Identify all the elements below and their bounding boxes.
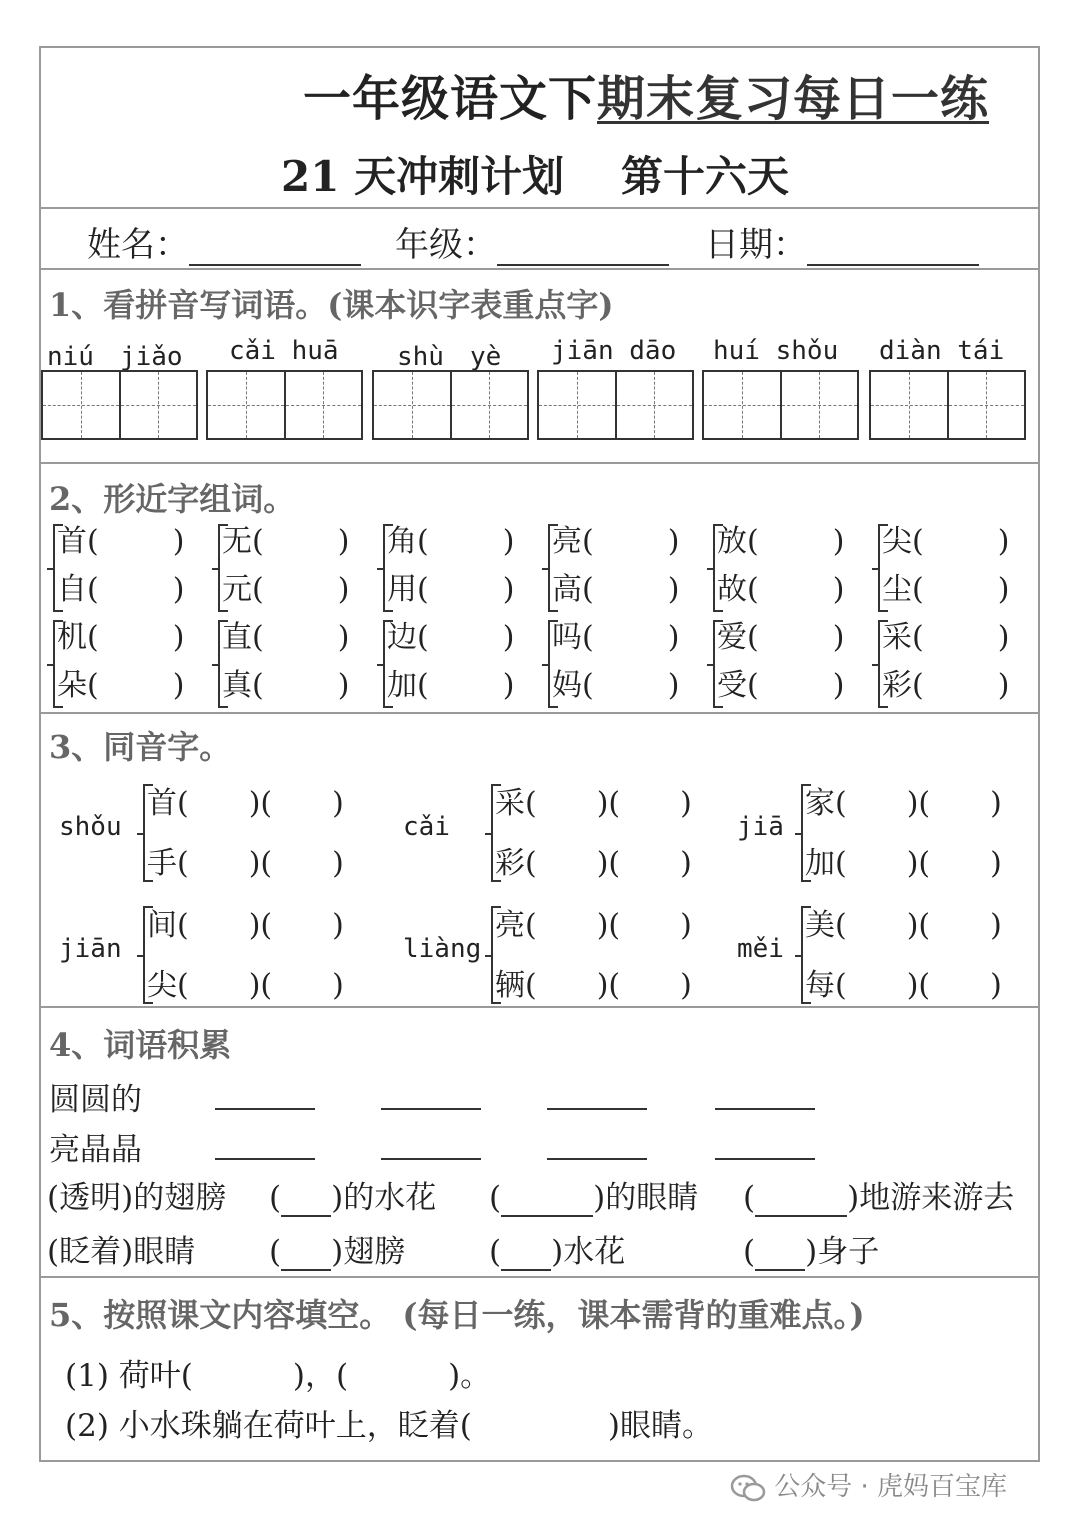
homophone-item[interactable]: 间( )( )	[147, 908, 344, 943]
answer-blank[interactable]	[215, 1108, 315, 1110]
homophone-item[interactable]: 辆( )( )	[495, 968, 692, 1003]
answer-blank[interactable]	[715, 1108, 815, 1110]
pinyin-label: shǒu	[59, 812, 122, 842]
answer-blank[interactable]	[547, 1158, 647, 1160]
answer-blank[interactable]	[715, 1158, 815, 1160]
watermark: 公众号 · 虎妈百宝库	[730, 1466, 1007, 1503]
homophone-item[interactable]: 每( )( )	[805, 968, 1002, 1003]
word-group-item[interactable]: 加( )	[387, 668, 515, 703]
wechat-icon	[730, 1473, 766, 1503]
word-group-item[interactable]: 采( )	[882, 620, 1010, 655]
homophone-item[interactable]: 尖( )( )	[147, 968, 344, 1003]
grade-field[interactable]: 年级：	[395, 217, 669, 266]
answer-blank[interactable]	[381, 1158, 481, 1160]
worksheet	[39, 46, 1040, 1462]
date-field[interactable]: 日期：	[705, 217, 979, 266]
phrase-item[interactable]: ( )地游来游去	[743, 1180, 1015, 1216]
homophone-item[interactable]: 彩( )( )	[495, 846, 692, 881]
homophone-item[interactable]: 手( )( )	[147, 846, 344, 881]
phrase-item[interactable]: ( )的眼睛	[489, 1180, 699, 1216]
pinyin-label: huí shǒu	[713, 336, 839, 366]
word-group-item[interactable]: 尖( )	[882, 524, 1010, 559]
subtitle-day: 第十六天	[621, 152, 790, 201]
phrase-item[interactable]: ( )翅膀	[269, 1234, 406, 1270]
word-group-item[interactable]: 爱( )	[717, 620, 845, 655]
pinyin-label: liàng	[403, 934, 482, 964]
subtitle-plan: 21 天冲刺计划	[281, 152, 565, 201]
answer-blank[interactable]	[381, 1108, 481, 1110]
pinyin-label: diàn tái	[879, 336, 1005, 366]
pinyin-label: jiān	[59, 934, 122, 964]
q4-title: 4、词语积累	[49, 1026, 232, 1064]
word-group-item[interactable]: 高( )	[552, 572, 680, 607]
word-group-item[interactable]: 首( )	[57, 524, 185, 559]
word-group-item[interactable]: 亮( )	[552, 524, 680, 559]
homophone-item[interactable]: 加( )( )	[805, 846, 1002, 881]
word-group-item[interactable]: 故( )	[717, 572, 845, 607]
word-group-item[interactable]: 用( )	[387, 572, 515, 607]
word-group-item[interactable]: 角( )	[387, 524, 515, 559]
pinyin-label: měi	[737, 934, 784, 964]
word-prompt: 圆圆的	[49, 1082, 142, 1118]
pinyin-label: cǎi	[403, 812, 450, 842]
writing-grid[interactable]	[537, 370, 694, 440]
word-group-item[interactable]: 吗( )	[552, 620, 680, 655]
homophone-item[interactable]: 亮( )( )	[495, 908, 692, 943]
phrase-item: (透明)的翅膀	[47, 1180, 227, 1216]
word-group-item[interactable]: 妈( )	[552, 668, 680, 703]
q1-title: 1、看拼音写词语。(课本识字表重点字)	[49, 286, 614, 324]
q2-section	[41, 464, 1038, 714]
homophone-item[interactable]: 家( )( )	[805, 786, 1002, 821]
info-section	[41, 209, 1038, 270]
homophone-item[interactable]: 首( )( )	[147, 786, 344, 821]
name-field[interactable]: 姓名：	[87, 217, 361, 266]
fill-line-1[interactable]: (1) 荷叶( )，( )。	[65, 1358, 492, 1394]
pinyin-label: jiān dāo	[551, 336, 677, 366]
homophone-item[interactable]: 美( )( )	[805, 908, 1002, 943]
writing-grid[interactable]	[869, 370, 1026, 440]
phrase-item[interactable]: ( )身子	[743, 1234, 880, 1270]
header-section	[41, 48, 1038, 209]
word-prompt: 亮晶晶	[49, 1132, 142, 1168]
pinyin-label: niú jiǎo	[47, 342, 183, 372]
pinyin-label: cǎi huā	[229, 336, 339, 366]
word-group-item[interactable]: 受( )	[717, 668, 845, 703]
q5-section	[41, 1278, 1038, 1460]
q5-title: 5、按照课文内容填空。 (每日一练，课本需背的重难点。)	[49, 1296, 865, 1334]
word-group-item[interactable]: 机( )	[57, 620, 185, 655]
writing-grid[interactable]	[372, 370, 529, 440]
word-group-item[interactable]: 元( )	[222, 572, 350, 607]
word-group-item[interactable]: 朵( )	[57, 668, 185, 703]
word-group-item[interactable]: 自( )	[57, 572, 185, 607]
answer-blank[interactable]	[547, 1108, 647, 1110]
homophone-item[interactable]: 采( )( )	[495, 786, 692, 821]
word-group-item[interactable]: 尘( )	[882, 572, 1010, 607]
word-group-item[interactable]: 边( )	[387, 620, 515, 655]
q3-title: 3、同音字。	[49, 728, 232, 766]
pinyin-label: jiā	[737, 812, 784, 842]
q4-section	[41, 1008, 1038, 1278]
q2-title: 2、形近字组词。	[49, 480, 296, 518]
word-group-item[interactable]: 直( )	[222, 620, 350, 655]
pinyin-label: shù yè	[397, 342, 502, 372]
page-title: 一年级语文下期末复习每日一练	[303, 71, 990, 127]
writing-grid[interactable]	[206, 370, 363, 440]
answer-blank[interactable]	[215, 1158, 315, 1160]
word-group-item[interactable]: 放( )	[717, 524, 845, 559]
fill-line-2[interactable]: (2) 小水珠躺在荷叶上，眨着( )眼睛。	[65, 1408, 713, 1444]
phrase-item: (眨着)眼睛	[47, 1234, 196, 1270]
writing-grid[interactable]	[41, 370, 198, 440]
word-group-item[interactable]: 无( )	[222, 524, 350, 559]
word-group-item[interactable]: 真( )	[222, 668, 350, 703]
phrase-item[interactable]: ( )的水花	[269, 1180, 437, 1216]
word-group-item[interactable]: 彩( )	[882, 668, 1010, 703]
writing-grid[interactable]	[702, 370, 859, 440]
q1-section	[41, 270, 1038, 464]
phrase-item[interactable]: ( )水花	[489, 1234, 626, 1270]
q3-section	[41, 714, 1038, 1008]
